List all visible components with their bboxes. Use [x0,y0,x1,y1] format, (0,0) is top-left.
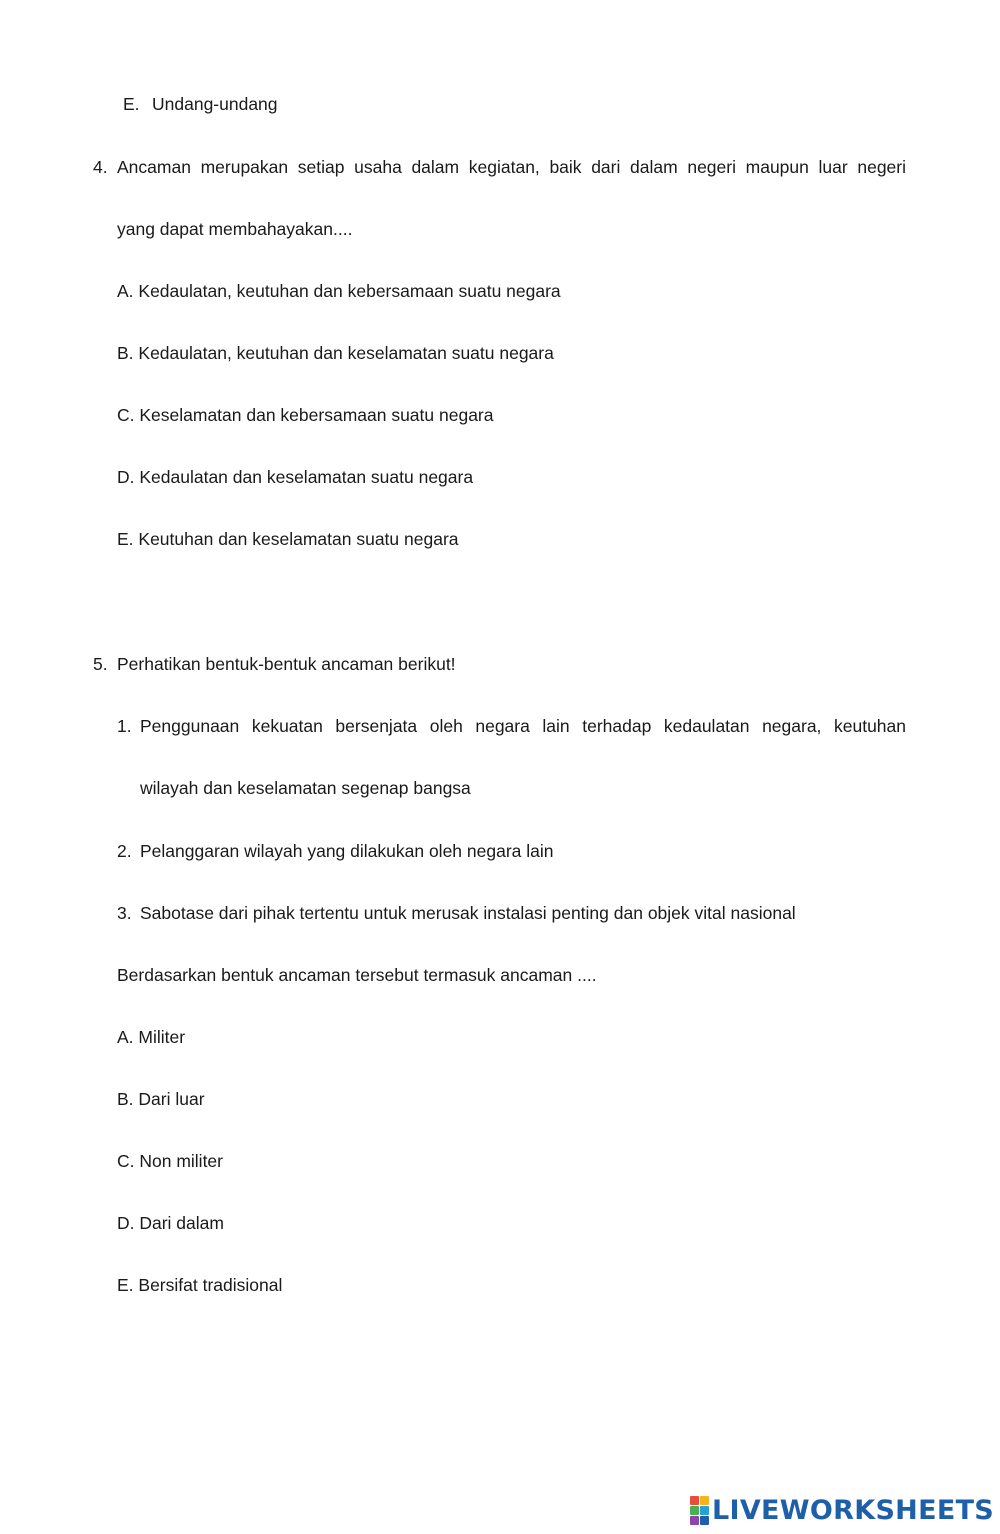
q5-item-2-line1: Pelanggaran wilayah yang dilakukan oleh negara lain [140,841,554,861]
q4-option-e: E. Keutuhan dan keselamatan suatu negara [117,529,459,549]
q4-stem-line1: Ancaman merupakan setiap usaha dalam kegiatan, baik dari dalam negeri maupun luar negeri [117,157,906,177]
q4-option-b: B. Kedaulatan, keutuhan dan keselamatan suatu negara [117,343,554,363]
q5-number: 5. [93,654,108,674]
q5-option-c: C. Non militer [117,1151,223,1171]
q3-option-e-text: Undang-undang [152,94,278,114]
q4-option-c: C. Keselamatan dan kebersamaan suatu negara [117,405,494,425]
q3-option-e-label: E. [123,94,140,114]
q4-option-d: D. Kedaulatan dan keselamatan suatu negara [117,467,474,487]
q5-item-1-line1: Penggunaan kekuatan bersenjata oleh negara lain terhadap kedaulatan negara, keutuhan [140,716,906,736]
q5-item-3-number: 3. [117,903,132,923]
q5-item-2-number: 2. [117,841,132,861]
q5-item-1-line2: wilayah dan keselamatan segenap bangsa [140,778,471,798]
liveworksheets-logo-icon [690,1496,709,1525]
liveworksheets-logo [690,1493,994,1527]
q5-option-d: D. Dari dalam [117,1213,224,1233]
q4-option-a: A. Kedaulatan, keutuhan dan kebersamaan suatu negara [117,281,561,301]
q5-item-1-number: 1. [117,716,132,736]
q4-number: 4. [93,157,108,177]
q5-option-b: B. Dari luar [117,1089,205,1109]
logo-text: LIVEWORKSHEETS [712,1494,995,1526]
q5-question: Berdasarkan bentuk ancaman tersebut termasuk ancaman .... [117,965,597,985]
q5-item-3-line1: Sabotase dari pihak tertentu untuk merusak instalasi penting dan objek vital nasional [140,903,796,923]
q5-option-a: A. Militer [117,1027,186,1047]
q5-stem: Perhatikan bentuk-bentuk ancaman berikut! [117,654,456,674]
q4-stem-line2: yang dapat membahayakan.... [117,219,353,239]
q5-option-e: E. Bersifat tradisional [117,1275,283,1295]
